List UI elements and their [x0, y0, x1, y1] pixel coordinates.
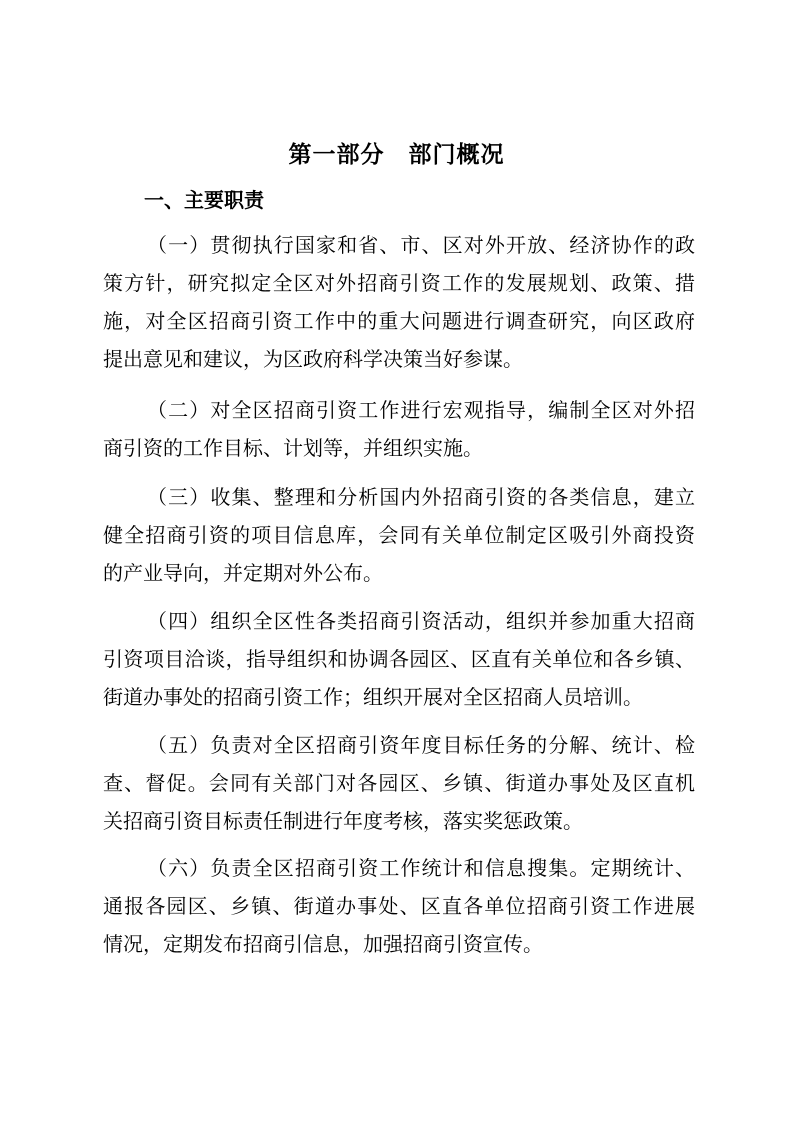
paragraph-2: [103, 391, 695, 467]
paragraph-line: 提出意见和建议，为区政府科学决策当好参谋。: [103, 347, 523, 371]
paragraph-line: 的产业导向，并定期对外公布。: [103, 561, 383, 585]
paragraph-3: [103, 478, 695, 592]
section-heading: 一、主要职责: [144, 188, 264, 212]
paragraph-line: （三）收集、整理和分析国内外招商引资的各类信息，建立: [147, 485, 695, 509]
paragraph-line: （一）贯彻执行国家和省、市、区对外开放、经济协作的政: [147, 233, 695, 257]
paragraph-6: [103, 849, 695, 963]
paragraph-line: 引资项目洽谈，指导组织和协调各园区、区直有关单位和各乡镇、: [103, 647, 695, 671]
paragraph-line: （二）对全区招商引资工作进行宏观指导，编制全区对外招: [147, 398, 695, 422]
title-name: 部门概况: [408, 142, 505, 168]
paragraph-4: [103, 602, 695, 716]
paragraph-line: 健全招商引资的项目信息库，会同有关单位制定区吸引外商投资: [103, 523, 695, 547]
paragraph-line: 策方针，研究拟定全区对外招商引资工作的发展规划、政策、措: [103, 271, 695, 295]
paragraph-line: 关招商引资目标责任制进行年度考核，落实奖惩政策。: [103, 809, 583, 833]
paragraph-line: （六）负责全区招商引资工作统计和信息搜集。定期统计、: [147, 856, 695, 880]
paragraph-line: 商引资的工作目标、计划等，并组织实施。: [103, 436, 483, 460]
paragraph-line: 街道办事处的招商引资工作；组织开展对全区招商人员培训。: [103, 685, 643, 709]
paragraph-line: （四）组织全区性各类招商引资活动，组织并参加重大招商: [147, 609, 695, 633]
paragraph-line: 查、督促。会同有关部门对各园区、乡镇、街道办事处及区直机: [103, 771, 695, 795]
paragraph-line: （五）负责对全区招商引资年度目标任务的分解、统计、检: [147, 733, 695, 757]
paragraph-line: 情况，定期发布招商引信息，加强招商引资宣传。: [103, 932, 543, 956]
paragraph-line: 通报各园区、乡镇、街道办事处、区直各单位招商引资工作进展: [103, 894, 695, 918]
paragraph-line: 施，对全区招商引资工作中的重大问题进行调查研究，向区政府: [103, 309, 695, 333]
paragraph-1: [103, 226, 695, 378]
paragraph-5: [103, 726, 695, 840]
page-title: [0, 139, 793, 171]
title-part: 第一部分: [288, 142, 385, 168]
